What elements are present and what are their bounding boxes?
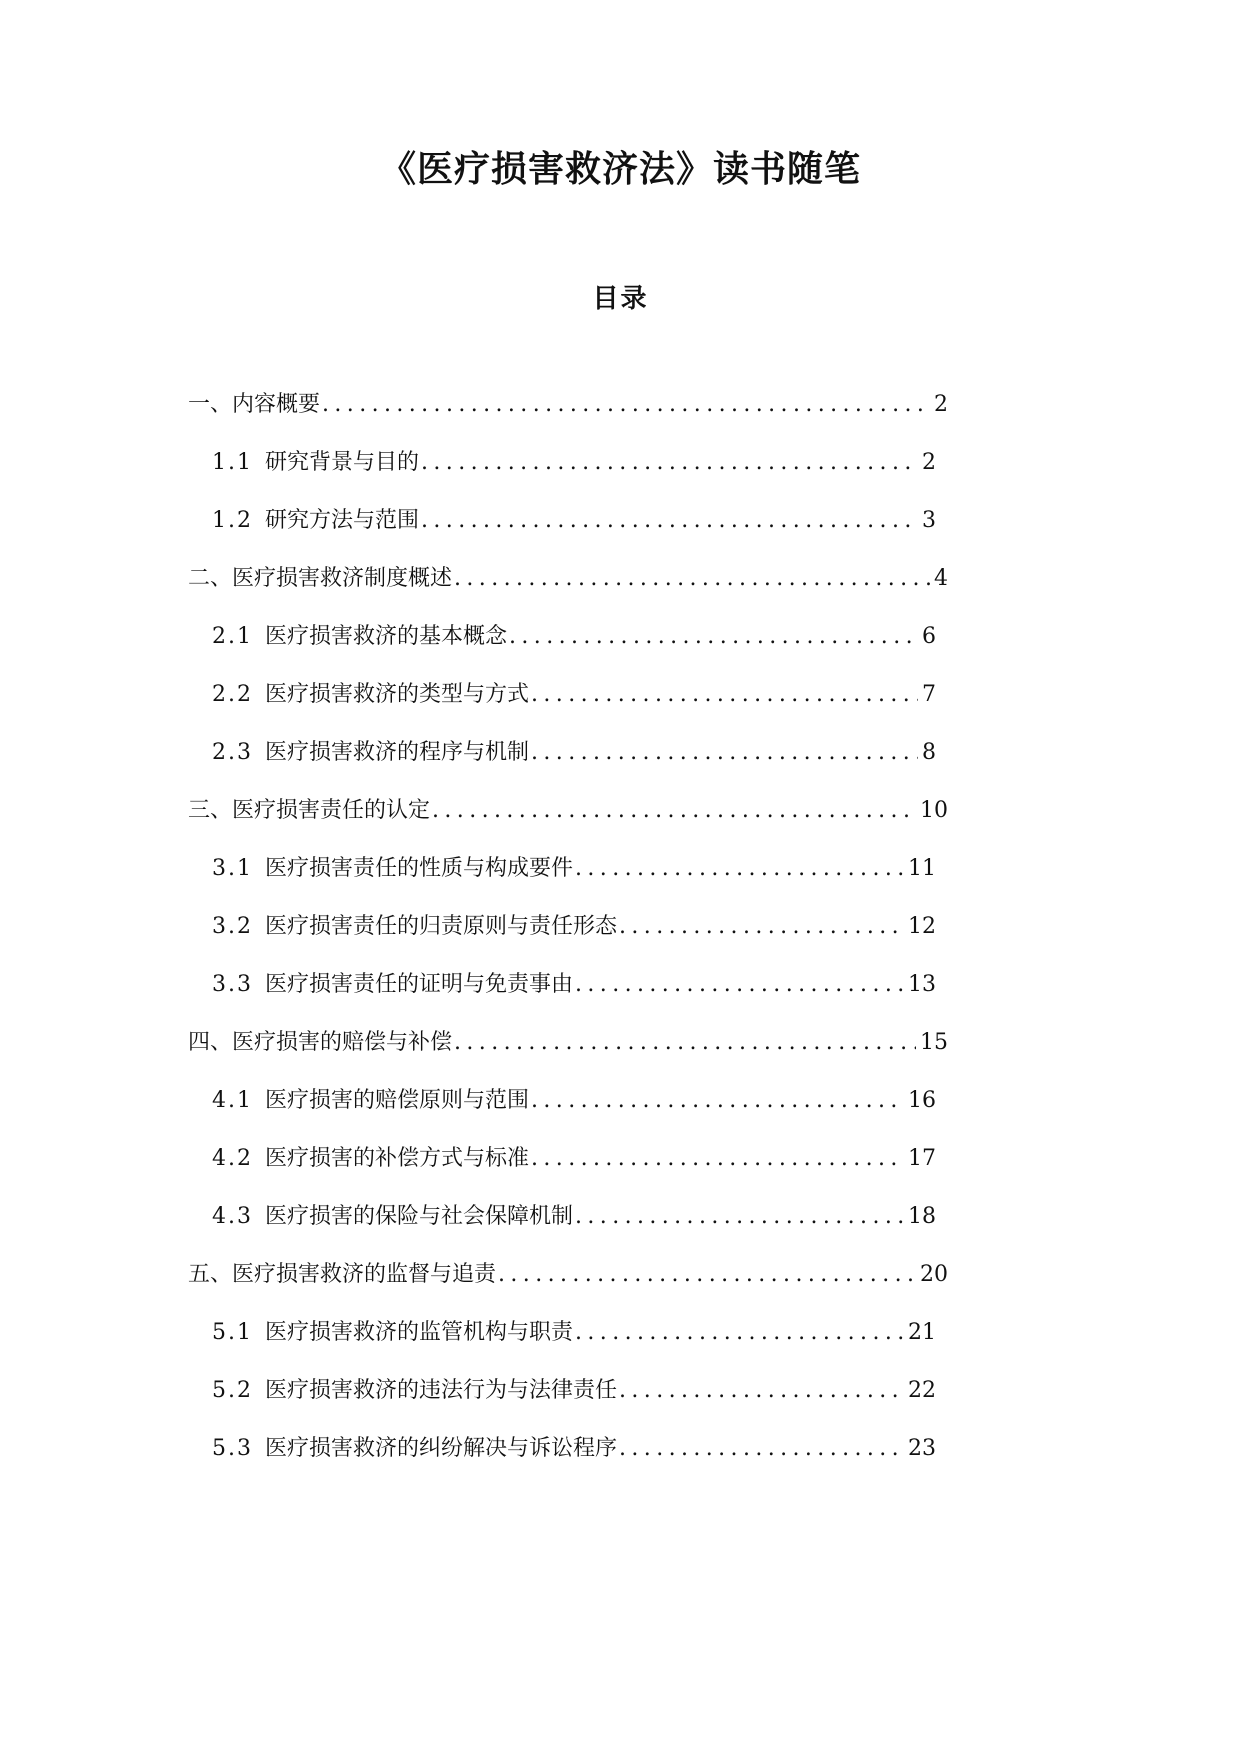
toc-leader-dots (619, 1371, 904, 1411)
toc-entry[interactable] (188, 385, 948, 425)
toc-leader-dots (498, 1255, 916, 1295)
toc-entry-page: 8 (922, 740, 936, 765)
toc-entry-number: 4.2 (212, 1146, 253, 1171)
toc-entry[interactable] (212, 1139, 936, 1179)
toc-entry-text: 一、内容概要 (188, 392, 321, 417)
toc-entry-text: 医疗损害救济的基本概念 (265, 624, 508, 649)
toc-entry[interactable] (212, 675, 936, 715)
document-title: 《医疗损害救济法》读书随笔 (379, 148, 861, 190)
toc-leader-dots (421, 443, 918, 483)
toc-entry[interactable] (188, 1255, 948, 1295)
toc-entry-text: 医疗损害救济的纠纷解决与诉讼程序 (265, 1436, 618, 1461)
toc-entry-text: 研究方法与范围 (265, 508, 420, 533)
toc-entry-text: 五、医疗损害救济的监督与追责 (188, 1262, 497, 1287)
toc-entry[interactable] (188, 791, 948, 831)
toc-leader-dots (531, 1081, 904, 1121)
toc-entry-page: 21 (908, 1320, 936, 1345)
toc-entry-page: 20 (920, 1262, 948, 1287)
toc-entry-text: 医疗损害救济的程序与机制 (265, 740, 530, 765)
toc-entry-number: 4.3 (212, 1204, 253, 1229)
toc-entry[interactable] (212, 501, 936, 541)
toc-entry-text: 医疗损害责任的性质与构成要件 (265, 856, 574, 881)
toc-leader-dots (619, 907, 904, 947)
toc-entry-text: 医疗损害的保险与社会保障机制 (265, 1204, 574, 1229)
toc-entry-page: 6 (922, 624, 936, 649)
toc-entry[interactable] (212, 907, 936, 947)
toc-leader-dots (454, 1023, 916, 1063)
toc-leader-dots (619, 1429, 904, 1469)
toc-entry-number: 5.3 (212, 1436, 253, 1461)
toc-entry-number: 4.1 (212, 1088, 253, 1113)
toc-entry-page: 15 (920, 1030, 948, 1055)
toc-entry[interactable] (212, 965, 936, 1005)
toc-entry-text: 医疗损害责任的归责原则与责任形态 (265, 914, 618, 939)
toc-leader-dots (575, 1197, 904, 1237)
toc-entry[interactable] (212, 1313, 936, 1353)
toc-entry-page: 12 (908, 914, 936, 939)
toc-entry-number: 2.3 (212, 740, 253, 765)
toc-leader-dots (509, 617, 918, 657)
toc-entry-text: 四、医疗损害的赔偿与补偿 (188, 1030, 453, 1055)
toc-leader-dots (432, 791, 916, 831)
toc-leader-dots (575, 965, 904, 1005)
toc-entry[interactable] (212, 1081, 936, 1121)
toc-entry[interactable] (188, 1023, 948, 1063)
toc-leader-dots (454, 559, 930, 599)
toc-leader-dots (575, 849, 904, 889)
toc-entry[interactable] (212, 1371, 936, 1411)
toc-entry-page: 22 (908, 1378, 936, 1403)
toc-entry[interactable] (212, 1429, 936, 1469)
toc-entry-page: 16 (908, 1088, 936, 1113)
toc-entry-number: 3.3 (212, 972, 253, 997)
toc-entry-page: 10 (920, 798, 948, 823)
toc-entry-page: 23 (908, 1436, 936, 1461)
toc-entry-number: 2.2 (212, 682, 253, 707)
toc-entry-text: 医疗损害的赔偿原则与范围 (265, 1088, 530, 1113)
toc-entry-text: 医疗损害救济的监管机构与职责 (265, 1320, 574, 1345)
toc-entry-number: 3.2 (212, 914, 253, 939)
toc-entry-number: 1.1 (212, 450, 253, 475)
toc-entry[interactable] (212, 617, 936, 657)
toc-entry-page: 13 (908, 972, 936, 997)
toc-entry-number: 1.2 (212, 508, 253, 533)
toc-entry-page: 17 (908, 1146, 936, 1171)
toc-leader-dots (322, 385, 930, 425)
toc-entry-page: 2 (922, 450, 936, 475)
toc-entry-text: 三、医疗损害责任的认定 (188, 798, 431, 823)
toc-entry-page: 11 (908, 856, 936, 881)
toc-entry-text: 医疗损害救济的类型与方式 (265, 682, 530, 707)
toc-leader-dots (531, 733, 918, 773)
toc-leader-dots (531, 675, 918, 715)
toc-leader-dots (531, 1139, 904, 1179)
toc-entry[interactable] (212, 1197, 936, 1237)
toc-entry[interactable] (212, 849, 936, 889)
toc-entry[interactable] (212, 443, 936, 483)
toc-entry-number: 5.1 (212, 1320, 253, 1345)
toc-entry-number: 3.1 (212, 856, 253, 881)
toc-entry[interactable] (212, 733, 936, 773)
toc-entry-text: 医疗损害救济的违法行为与法律责任 (265, 1378, 618, 1403)
toc-entry-text: 医疗损害责任的证明与免责事由 (265, 972, 574, 997)
toc-entry-page: 7 (922, 682, 936, 707)
toc-entry[interactable] (188, 559, 948, 599)
toc-heading: 目录 (592, 284, 649, 314)
toc-entry-page: 18 (908, 1204, 936, 1229)
toc-entry-text: 研究背景与目的 (265, 450, 420, 475)
toc-entry-number: 2.1 (212, 624, 253, 649)
toc-entry-page: 2 (934, 392, 948, 417)
toc-entry-text: 二、医疗损害救济制度概述 (188, 566, 453, 591)
toc-entry-page: 3 (922, 508, 936, 533)
toc-leader-dots (575, 1313, 904, 1353)
toc-entry-text: 医疗损害的补偿方式与标准 (265, 1146, 530, 1171)
toc-entry-page: 4 (934, 566, 948, 591)
toc-entry-number: 5.2 (212, 1378, 253, 1403)
toc-leader-dots (421, 501, 918, 541)
